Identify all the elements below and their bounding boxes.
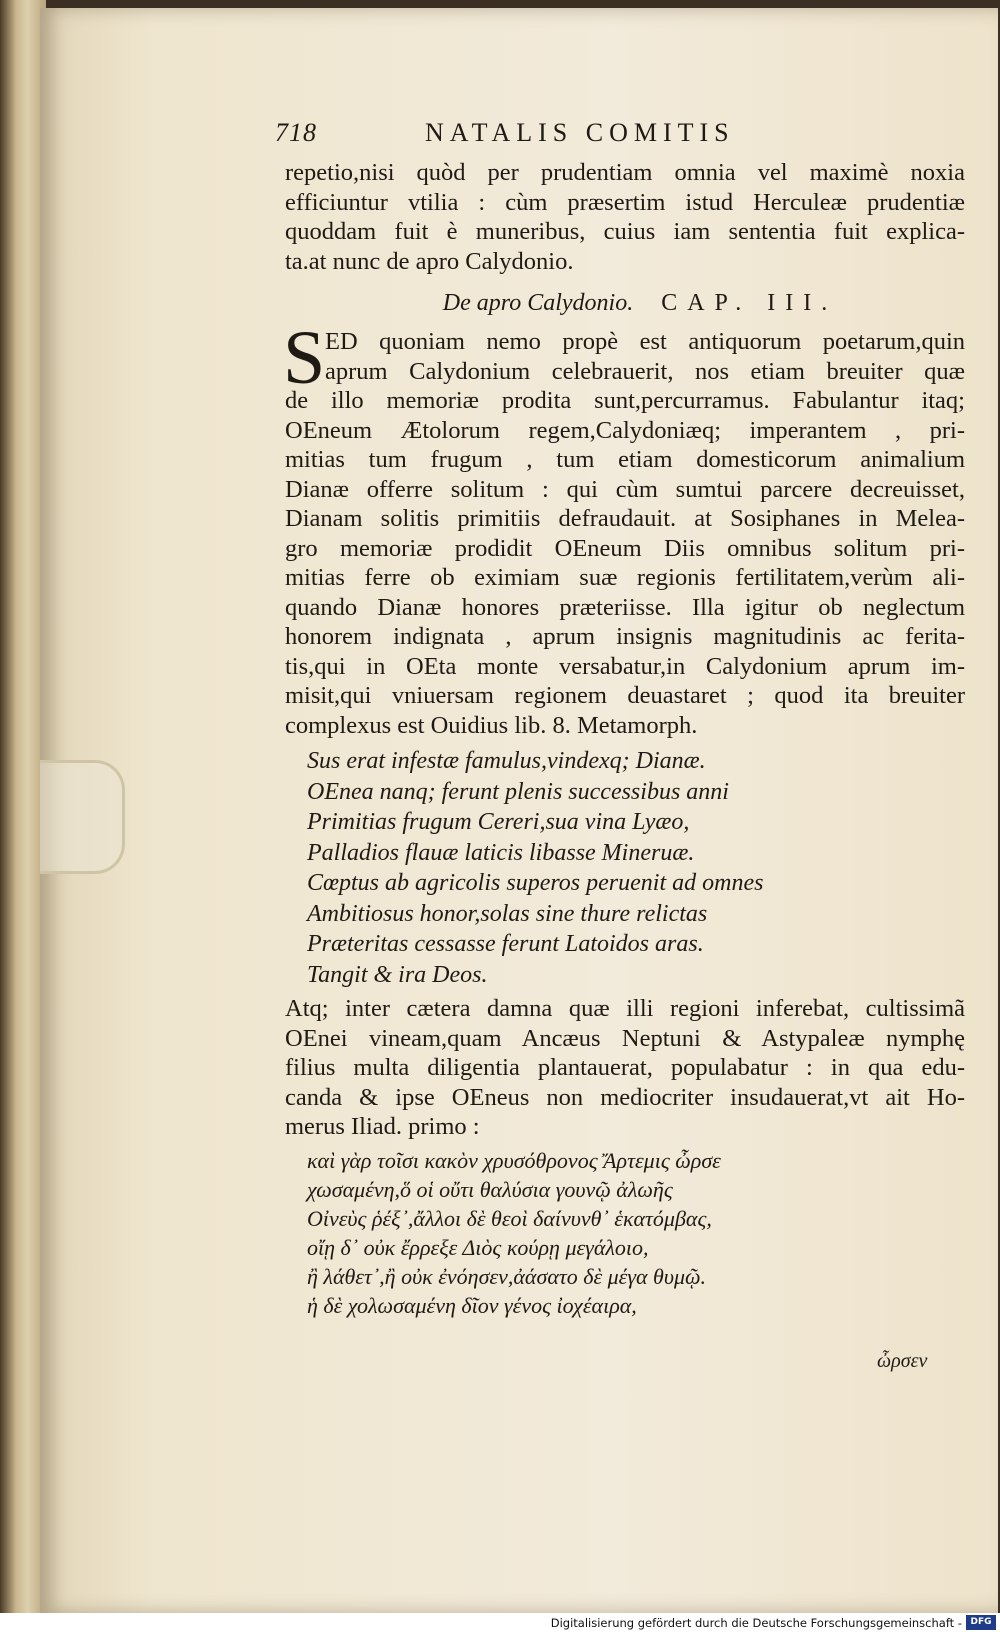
page-number: 718 bbox=[275, 118, 317, 147]
text-line: honorem indignata , aprum insignis magnitudinis ac ferita- bbox=[285, 623, 965, 650]
text-line: complexus est Ouidius lib. 8. Metamorph. bbox=[285, 711, 698, 739]
text-line: tis,qui in OEta monte versabatur,in Calydonium aprum im- bbox=[285, 652, 965, 680]
verse-line: Cœptus ab agricolis superos peruenit ad omnes bbox=[307, 870, 764, 896]
text-line: mitias tum frugum , tum etiam domesticorum animalium bbox=[285, 446, 965, 473]
intro-paragraph bbox=[285, 158, 965, 276]
main-paragraph bbox=[283, 316, 965, 740]
running-title: NATALIS COMITIS bbox=[425, 118, 735, 147]
text-line: merus Iliad. primo : bbox=[285, 1113, 480, 1140]
text-line: Dianæ offerre solitum : qui cùm sumtui parcere decreuisset, bbox=[285, 475, 965, 503]
text-line: quando Dianæ honores præteriisse. Illa igitur ob neglectum bbox=[285, 593, 965, 621]
text-line: ta.at nunc de apro Calydonio. bbox=[285, 247, 574, 275]
verse-line: Palladios flauæ laticis libasse Mineruæ. bbox=[307, 839, 695, 866]
greek-line: ἡ δὲ χολωσαμένη δῖον γένος ἰοχέαιρα, bbox=[307, 1292, 637, 1318]
text-line: repetio,nisi quòd per prudentiam omnia vel maximè noxia bbox=[285, 159, 965, 186]
text-line: OEnei vineam,quam Ancæus Neptuni & Astypaleæ nymphę bbox=[285, 1024, 965, 1052]
verse-line: Præteritas cessasse ferunt Latoidos aras. bbox=[307, 931, 704, 957]
text-line: Dianam solitis primitiis defraudauit. at Sosiphanes in Melea- bbox=[285, 505, 965, 532]
greek-line: χωσαμένη,ὅ οἱ οὔτι θαλύσια γουνῷ ἀλωῆς bbox=[307, 1176, 673, 1202]
running-head bbox=[275, 118, 965, 158]
chapter-heading bbox=[285, 290, 965, 317]
text-line: efficiuntur vtilia : cùm præsertim istud Herculeæ prudentiæ bbox=[285, 188, 965, 216]
verse-line: Sus erat infestæ famulus,vindexq; Dianæ. bbox=[307, 748, 706, 774]
text-line: OEneum Ætolorum regem,Calydoniæq; imperantem , pri- bbox=[285, 416, 965, 444]
text-line: gro memoriæ prodidit OEneum Diis omnibus solitum pri- bbox=[285, 534, 965, 562]
text-line: de illo memoriæ prodita sunt,percurramus. Fabulantur itaq; bbox=[285, 387, 965, 414]
drop-cap: S bbox=[283, 316, 326, 400]
text-line: filius multa diligentia plantauerat, populabatur : in qua edu- bbox=[285, 1054, 965, 1081]
verse-line: Tangit & ira Deos. bbox=[307, 961, 488, 988]
dfg-logo: DFG bbox=[966, 1615, 996, 1630]
page-clip-tab bbox=[40, 760, 125, 874]
greek-line: ἢ λάθετ᾽,ἢ οὐκ ἐνόησεν,ἀάσατο δὲ μέγα θυμῷ. bbox=[307, 1263, 707, 1289]
verse-line: OEnea nanq; ferunt plenis successibus anni bbox=[307, 778, 729, 805]
text-line: canda & ipse OEneus non mediocriter insudauerat,vt ait Ho- bbox=[285, 1083, 965, 1111]
greek-line: οἴῃ δ᾽ οὐκ ἔρρεξε Διὸς κούρῃ μεγάλοιο, bbox=[307, 1234, 649, 1260]
greek-line: καὶ γὰρ τοῖσι κακὸν χρυσόθρονος Ἄρτεμις ὦρσε bbox=[307, 1147, 721, 1173]
text-line: mitias ferre ob eximiam suæ regionis fertilitatem,verùm ali- bbox=[285, 564, 965, 591]
text-line: Atq; inter cætera damna quæ illi regioni inferebat, cultissimã bbox=[285, 995, 965, 1022]
text-line: aprum Calydonium celebrauerit, nos etiam breuiter quæ bbox=[325, 357, 965, 385]
footer-credit: Digitalisierung gefördert durch die Deutsche Forschungsgemeinschaft - bbox=[550, 1616, 962, 1630]
greek-quotation bbox=[285, 1146, 965, 1320]
chapter-title: De apro Calydonio. bbox=[442, 290, 634, 316]
text-line: ED quoniam nemo propè est antiquorum poetarum,quin bbox=[325, 328, 965, 355]
chapter-number: CAP. III. bbox=[661, 290, 838, 316]
second-paragraph bbox=[285, 994, 965, 1142]
verse-quotation bbox=[285, 746, 965, 990]
digitization-footer bbox=[0, 1613, 1000, 1634]
text-block bbox=[275, 118, 965, 1320]
verse-line: Ambitiosus honor,solas sine thure relictas bbox=[307, 900, 708, 927]
greek-line: Οἰνεὺς ῥέξ᾽,ἄλλοι δὲ θεοὶ δαίνυνθ᾽ ἑκατόμβας, bbox=[307, 1205, 712, 1231]
text-line: misit,qui vniuersam regionem deuastaret ; quod ita breuiter bbox=[285, 682, 965, 709]
text-line: quoddam fuit è muneribus, cuius iam sententia fuit explica- bbox=[285, 218, 965, 245]
catchword: ὦρσεν bbox=[877, 1350, 928, 1372]
verse-line: Primitias frugum Cereri,sua vina Lyæo, bbox=[307, 809, 690, 835]
